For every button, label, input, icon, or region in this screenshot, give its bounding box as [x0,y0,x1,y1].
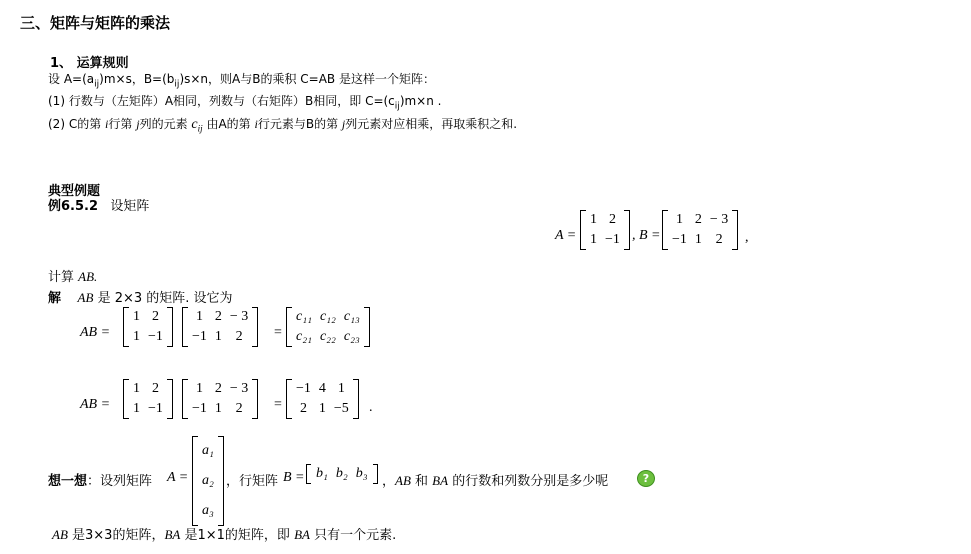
eq1-matrix-a: 1 2 1 −1 [123,307,173,347]
example-intro: 例6.5.2 设矩阵 [48,199,150,214]
matrix-b-comma: , [745,230,749,245]
column-vector: a₁ a₂ a₃ [192,436,224,526]
matrix-b: 1 2 − 3 −1 1 2 [662,210,738,250]
row-vector-label: B = [283,470,305,485]
think-text-2: ，行矩阵 [226,474,279,489]
think-line-start: 想一想：设列矩阵 [48,474,153,489]
question-icon[interactable]: ? [637,470,655,487]
matrix-a-label: A = [555,228,577,243]
rule-line-3: (2) C的第 i行第 j列的元素 $c_{ij}$ 由A的第 i行元素与B的第 j列元素对应相乘，再取乘积之和. [48,117,518,134]
matrix-a: 1 2 1 −1 [580,210,630,250]
eq2-result-matrix: −1 4 1 2 1 −5 [286,379,359,419]
eq2-period: . [369,400,373,415]
rule-heading: 1、 运算规则 [50,56,129,71]
matrix-b-label: , B = [632,228,661,243]
answer-line: AB 是3×3的矩阵，BA 是1×1的矩阵，即 BA 只有一个元素. [52,527,397,543]
eq1-matrix-b: 1 2 − 3 −1 1 2 [182,307,258,347]
eq1-lhs: AB = [80,325,111,340]
solution-line: 解 AB 是 2×3 的矩阵. 设它为 [48,290,233,306]
eq2-lhs: AB = [80,397,111,412]
column-vector-label: A = [167,470,189,485]
row-vector: b₁ b₂ b₃ [306,464,378,484]
eq1-equals: = [274,325,282,340]
think-question: ，AB 和 BA 的行数和列数分别是多少呢 [382,473,609,489]
eq2-matrix-b: 1 2 − 3 −1 1 2 [182,379,258,419]
eq2-matrix-a: 1 2 1 −1 [123,379,173,419]
section-title: 三、矩阵与矩阵的乘法 [20,14,171,32]
compute-line: 计算 AB. [48,269,98,285]
eq2-equals: = [274,397,282,412]
example-heading: 典型例题 [48,184,101,199]
rule-line-1: 设 $A=(a_{ij})m\times s$，$B=(b_{ij})s\times n$，则A与B的乘积 C=AB 是这样一个矩阵： [48,72,435,90]
rule-line-2: (1) 行数与（左矩阵）A相同，列数与（右矩阵）B相同，即 $C=(c_{ij})m\times n$ . [48,94,442,112]
eq1-matrix-c: c₁₁ c₁₂ c₁₃ c₂₁ c₂₂ c₂₃ [286,307,370,347]
